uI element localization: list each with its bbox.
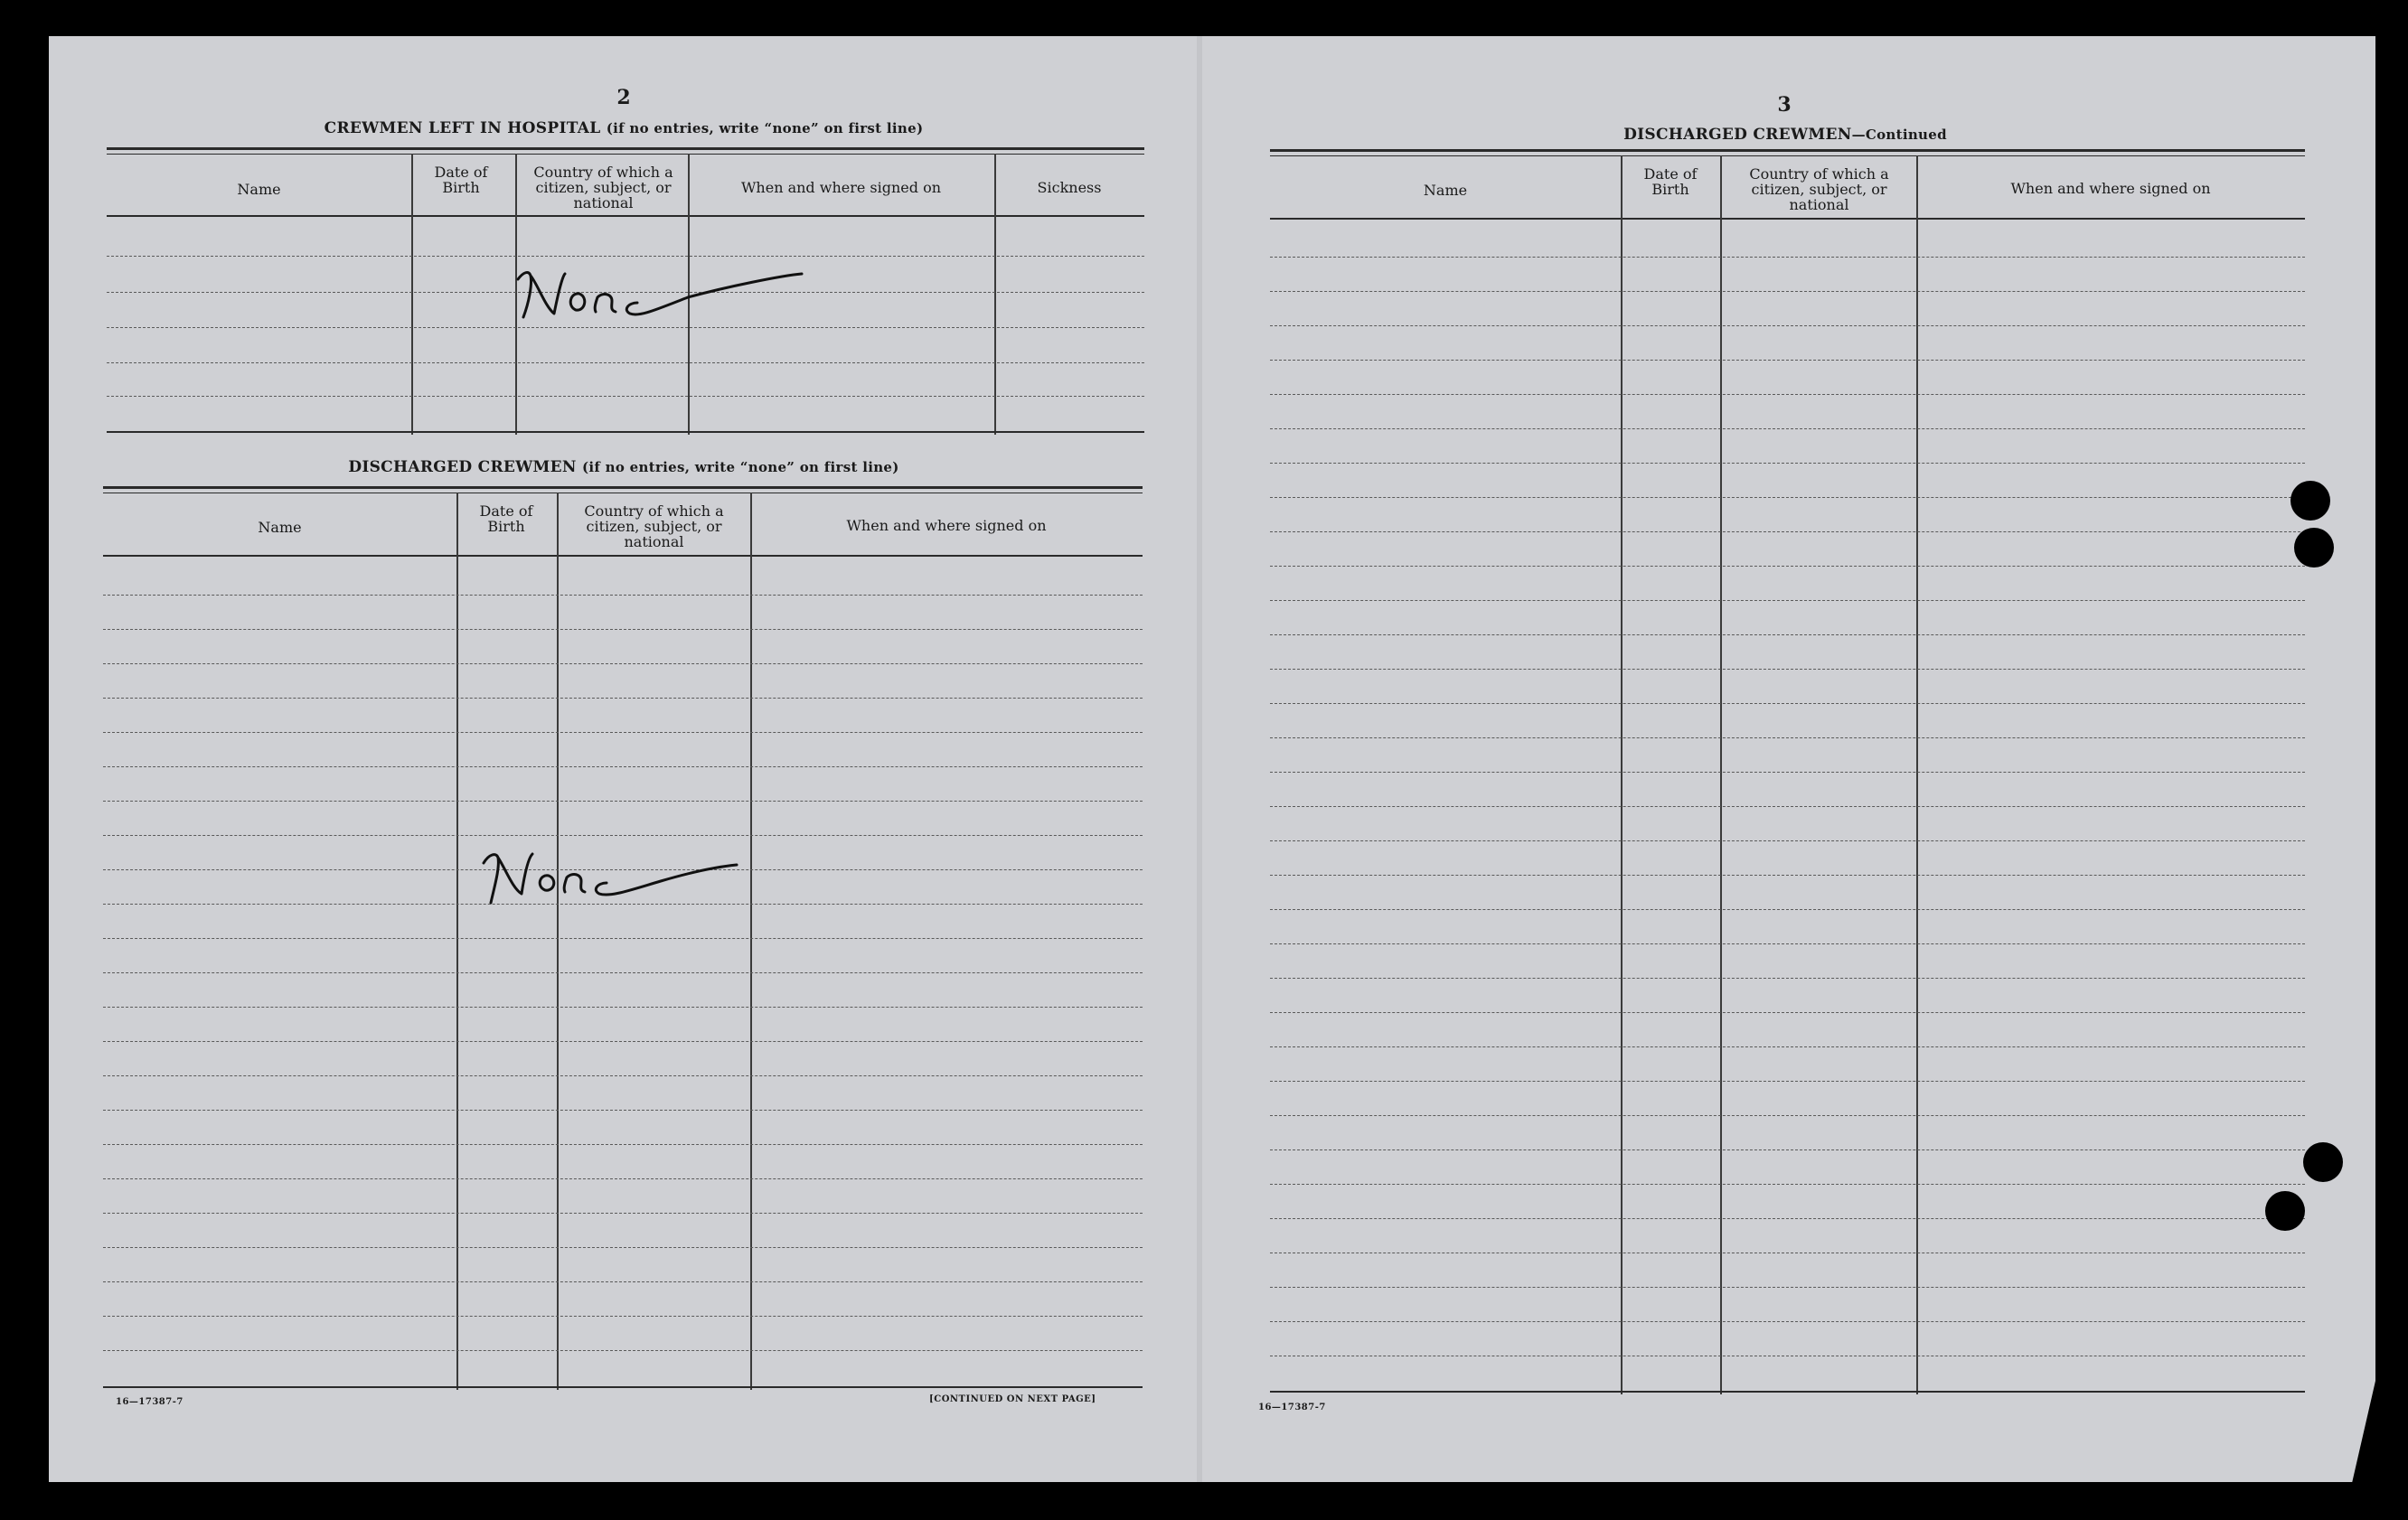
discharged-continued-title: DISCHARGED CREWMEN—Continued	[1623, 126, 1947, 144]
discharged-section-title: DISCHARGED CREWMEN (if no entries, write “none” on first line)	[348, 458, 899, 476]
hospital-section-title: CREWMEN LEFT IN HOSPITAL (if no entries, write “none” on first line)	[324, 119, 924, 137]
col-date-of-birth: Date of Birth	[434, 164, 488, 196]
continued-note: [CONTINUED ON NEXT PAGE]	[929, 1394, 1096, 1404]
page-number-left: 2	[616, 86, 631, 109]
discharged-table	[103, 486, 1143, 1390]
col-signed-on: When and where signed on	[2010, 180, 2211, 197]
col-name: Name	[237, 181, 281, 198]
form-code-left: 16—17387-7	[116, 1397, 183, 1407]
col-signed-on: When and where signed on	[740, 179, 942, 196]
punch-hole-icon	[2303, 1142, 2343, 1182]
col-country: Country of which a citizen, subject, or national	[1749, 165, 1889, 213]
page-number-right: 3	[1777, 93, 1792, 117]
col-country: Country of which a citizen, subject, or national	[533, 164, 673, 211]
discharged-continued-table	[1270, 149, 2305, 1394]
col-name: Name	[1423, 182, 1468, 199]
punch-hole-icon	[2290, 481, 2330, 521]
punch-hole-icon	[2294, 528, 2334, 568]
col-country: Country of which a citizen, subject, or national	[584, 502, 724, 550]
form-code-right: 16—17387-7	[1258, 1403, 1326, 1412]
page-fold	[1197, 36, 1202, 1482]
handwritten-none-signature	[511, 267, 818, 339]
col-date-of-birth: Date of Birth	[479, 502, 533, 535]
punch-hole-icon	[2265, 1191, 2305, 1231]
col-name: Name	[258, 519, 302, 536]
col-signed-on: When and where signed on	[846, 517, 1047, 534]
col-date-of-birth: Date of Birth	[1643, 165, 1698, 198]
col-sickness: Sickness	[1037, 179, 1102, 196]
handwritten-none-signature	[475, 845, 746, 917]
